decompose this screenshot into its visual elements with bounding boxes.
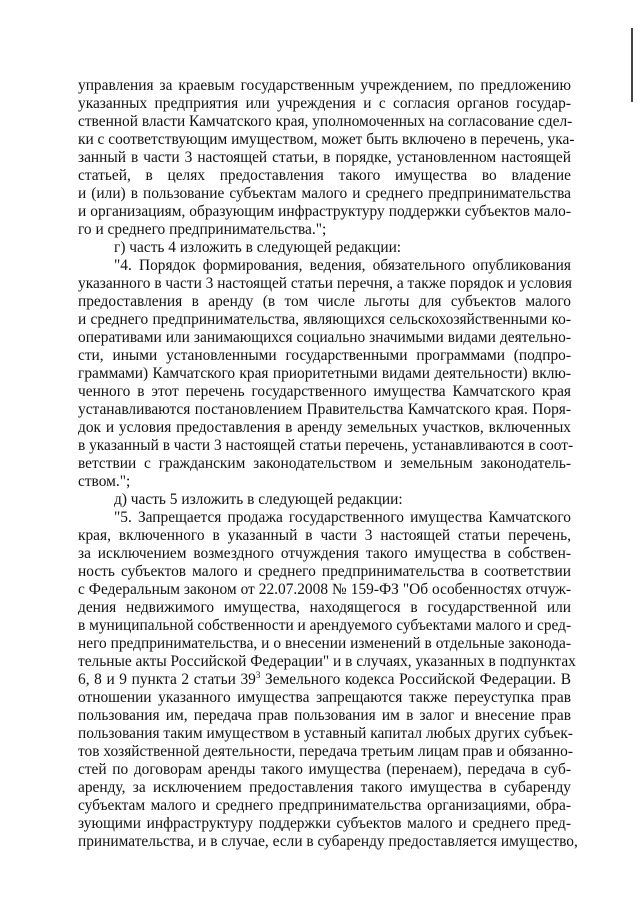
text-line: указанного в части 3 настоящей статьи перечня, а также порядок и условия [78, 275, 572, 292]
text-line: тельные акты Российской Федерации" и в случаях, указанных в подпунктах [78, 653, 576, 670]
text-line: дения недвижимого имущества, находящегося в государственной или [78, 599, 571, 616]
text-line: и организациям, образующим инфраструктуру поддержки субъектов мало- [78, 203, 571, 220]
text-line: тов хозяйственной деятельности, передача третьим лицам прав и обязанно- [78, 743, 573, 760]
text-line: пользования таким имуществом в уставный капитал любых других субъек- [78, 725, 573, 742]
text-line: пользования им, передача прав пользования им в залог и внесение прав [78, 707, 571, 724]
text-line: устанавливаются постановлением Правительства Камчатского края. Поря- [78, 401, 571, 418]
text-line: и (или) в пользование субъектам малого и среднего предпринимательства [78, 185, 571, 202]
text-line: зующими инфраструктуру поддержки субъектов малого и среднего пред- [78, 815, 571, 832]
scan-edge-mark [631, 28, 633, 102]
text-line: г) часть 4 изложить в следующей редакции: [114, 239, 402, 256]
text-line: ки с соответствующим имуществом, может быть включено в перечень, ука- [78, 131, 575, 148]
text-line: принимательства, и в случае, если в субаренду предоставляется имущество, [78, 833, 578, 850]
text-line: го и среднего предпринимательства."; [78, 221, 327, 238]
text-line: ственной власти Камчатского края, уполномоченных на согласование сдел- [78, 113, 573, 130]
text-line: и среднего предпринимательства, являющихся сельскохозяйственными ко- [78, 311, 571, 328]
text-line: управления за краевым государственным учреждением, по предложению [78, 77, 571, 94]
text-line: предоставления в аренду (в том числе льготы для субъектов малого [78, 293, 571, 310]
text-fragment: Земельного кодекса Российской Федерации. В [260, 671, 571, 688]
text-line: аренду, за исключением предоставления такого имущества в субаренду [78, 779, 571, 796]
text-line: сти, иными установленными государственными программами (подпро- [78, 347, 571, 364]
text-line: отношении указанного имущества запрещаются также переуступка прав [78, 689, 571, 706]
text-line: "4. Порядок формирования, ведения, обязательного опубликования [114, 257, 571, 274]
text-fragment: 6, 8 и 9 пункта 2 статьи 39 [78, 671, 256, 688]
text-line: субъектам малого и среднего предпринимательства организациями, обра- [78, 797, 571, 814]
text-line: ветствии с гражданским законодательством и земельным законодатель- [78, 455, 571, 472]
text-line: стей по договорам аренды такого имущества (перенаем), передача в суб- [78, 761, 571, 778]
text-line: с Федеральным законом от 22.07.2008 № 159-ФЗ "Об особенностях отчуж- [78, 581, 571, 598]
text-line: за исключением возмездного отчуждения такого имущества в собствен- [78, 545, 571, 562]
text-line: него предпринимательства, и о внесении изменений в отдельные законода- [78, 635, 571, 652]
text-line: граммами) Камчатского края приоритетными видами деятельности) вклю- [78, 365, 571, 382]
text-line [78, 671, 571, 689]
text-line: ством."; [78, 473, 131, 490]
text-line: ченного в этот перечень государственного имущества Камчатского края [78, 383, 571, 400]
text-line: статьей, в целях предоставления такого имущества во владение [78, 167, 571, 184]
text-line: в муниципальной собственности и арендуемого субъектами малого и сред- [78, 617, 572, 634]
text-line: занный в части 3 настоящей статьи, в порядке, установленном настоящей [78, 149, 571, 166]
text-line: оперативами или занимающихся социально значимыми видами деятельно- [78, 329, 571, 346]
text-line: д) часть 5 изложить в следующей редакции: [114, 491, 403, 508]
text-line: ность субъектов малого и среднего предпринимательства в соответствии [78, 563, 571, 580]
text-line: указанных предприятия или учреждения и с согласия органов государ- [78, 95, 571, 112]
text-line: док и условия предоставления в аренду земельных участков, включенных [78, 419, 571, 436]
text-line: края, включенного в указанный в части 3 настоящей статьи перечень, [78, 527, 571, 544]
text-line: "5. Запрещается продажа государственного имущества Камчатского [114, 509, 571, 526]
text-line: в указанный в части 3 настоящей статьи перечень, устанавливаются в соот- [78, 437, 574, 454]
superscript: 3 [255, 669, 261, 680]
